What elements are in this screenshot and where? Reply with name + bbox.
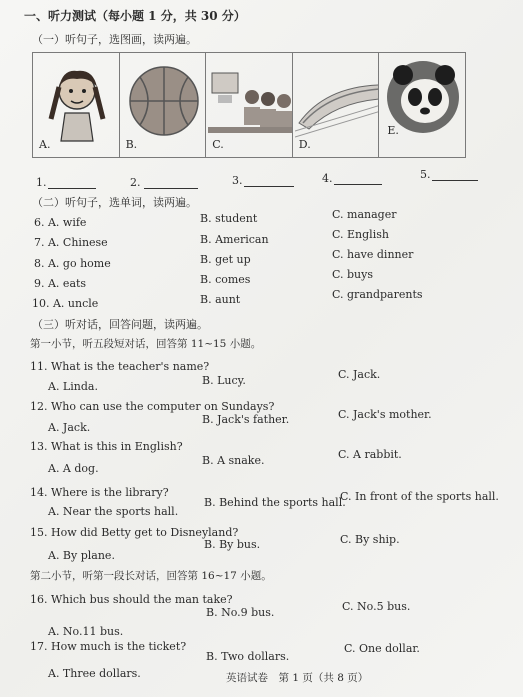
picture-option-a[interactable]	[33, 53, 120, 157]
q7-option-b[interactable]: B. American	[200, 233, 269, 246]
q12-option-a[interactable]: A. Jack.	[48, 421, 91, 434]
q16-option-a[interactable]: A. No.11 bus.	[48, 625, 124, 638]
basketball-icon	[122, 59, 207, 145]
picture-option-b[interactable]	[120, 53, 207, 157]
picture-letter: A.	[39, 138, 51, 151]
section-title: 一、听力测试（每小题 1 分，共 30 分）	[24, 9, 246, 23]
picture-letter: B.	[125, 138, 138, 151]
q13-option-b[interactable]: B. A snake.	[202, 454, 265, 467]
q12-option-b[interactable]: B. Jack's father.	[202, 413, 290, 426]
q11-option-a[interactable]: A. Linda.	[48, 380, 98, 393]
q7-option-c[interactable]: C. English	[332, 228, 389, 241]
q15-option-a[interactable]: A. By plane.	[48, 549, 115, 562]
picture-letter: D.	[298, 138, 311, 151]
picture-option-e[interactable]	[379, 53, 465, 157]
blank-label-1: 1.	[36, 176, 47, 189]
q13-option-c[interactable]: C. A rabbit.	[338, 448, 402, 461]
q16-option-c[interactable]: C. No.5 bus.	[342, 600, 411, 613]
blank-label-3: 3.	[232, 174, 243, 187]
train-icon	[295, 59, 380, 145]
q11-option-c[interactable]: C. Jack.	[338, 368, 381, 381]
q7-option-a[interactable]: 7. A. Chinese	[34, 236, 108, 249]
answer-blank-1[interactable]	[48, 188, 96, 189]
q13-text: 13. What is this in English?	[30, 440, 183, 453]
q14-text: 14. Where is the library?	[30, 486, 169, 499]
q15-option-c[interactable]: C. By ship.	[340, 533, 400, 546]
q16-option-b[interactable]: B. No.9 bus.	[206, 606, 275, 619]
picture-letter: C.	[212, 138, 224, 151]
q16-text: 16. Which bus should the man take?	[30, 593, 233, 606]
q14-option-a[interactable]: A. Near the sports hall.	[48, 505, 179, 518]
q15-option-b[interactable]: B. By bus.	[204, 538, 261, 551]
q10-option-c[interactable]: C. grandparents	[332, 288, 423, 301]
picture-letter: E.	[387, 124, 399, 137]
answer-blank-5[interactable]	[432, 180, 478, 181]
part3-sub2: 第二小节，听第一段长对话，回答第 16~17 小题。	[30, 570, 272, 582]
q10-option-a[interactable]: 10. A. uncle	[32, 297, 99, 310]
computer-icon	[208, 63, 293, 149]
q14-option-b[interactable]: B. Behind the sports hall.	[204, 496, 346, 509]
q17-option-c[interactable]: C. One dollar.	[344, 642, 420, 655]
part2-title: （二）听句子，选单词，读两遍。	[32, 196, 197, 209]
q17-text: 17. How much is the ticket?	[30, 640, 187, 653]
part3-sub1: 第一小节，听五段短对话，回答第 11~15 小题。	[30, 338, 262, 350]
q17-option-a[interactable]: A. Three dollars.	[48, 667, 141, 680]
q10-option-b[interactable]: B. aunt	[200, 293, 241, 306]
q6-option-b[interactable]: B. student	[200, 212, 258, 225]
q11-option-b[interactable]: B. Lucy.	[202, 374, 246, 387]
part3-title: （三）听对话，回答问题，读两遍。	[32, 318, 208, 331]
q13-option-a[interactable]: A. A dog.	[48, 462, 99, 475]
answer-blank-4[interactable]	[334, 184, 382, 185]
q17-option-b[interactable]: B. Two dollars.	[206, 650, 290, 663]
q12-text: 12. Who can use the computer on Sundays?	[30, 400, 275, 413]
q12-option-c[interactable]: C. Jack's mother.	[338, 408, 432, 421]
q15-text: 15. How did Betty get to Disneyland?	[30, 526, 239, 539]
answer-blank-2[interactable]	[144, 188, 198, 189]
answer-blank-3[interactable]	[244, 186, 294, 187]
q8-option-a[interactable]: 8. A. go home	[34, 257, 111, 270]
blank-label-4: 4.	[322, 172, 333, 185]
page-footer: 英语试卷 第 1 页（共 8 页）	[226, 672, 369, 684]
girl-with-braids-icon	[37, 57, 120, 143]
blank-label-2: 2.	[130, 176, 141, 189]
q6-option-a[interactable]: 6. A. wife	[34, 216, 87, 229]
q9-option-b[interactable]: B. comes	[200, 273, 251, 286]
q8-option-c[interactable]: C. have dinner	[332, 248, 414, 261]
q14-option-c[interactable]: C. In front of the sports hall.	[340, 490, 499, 503]
picture-option-d[interactable]	[293, 53, 380, 157]
q9-option-c[interactable]: C. buys	[332, 268, 374, 281]
part1-title: （一）听句子，选图画，读两遍。	[32, 33, 197, 46]
q8-option-b[interactable]: B. get up	[200, 253, 251, 266]
picture-option-c[interactable]	[206, 53, 293, 157]
picture-options-row	[32, 52, 466, 158]
q9-option-a[interactable]: 9. A. eats	[34, 277, 87, 290]
q11-text: 11. What is the teacher's name?	[30, 360, 210, 373]
blank-label-5: 5.	[420, 168, 431, 181]
q6-option-c[interactable]: C. manager	[332, 208, 397, 221]
